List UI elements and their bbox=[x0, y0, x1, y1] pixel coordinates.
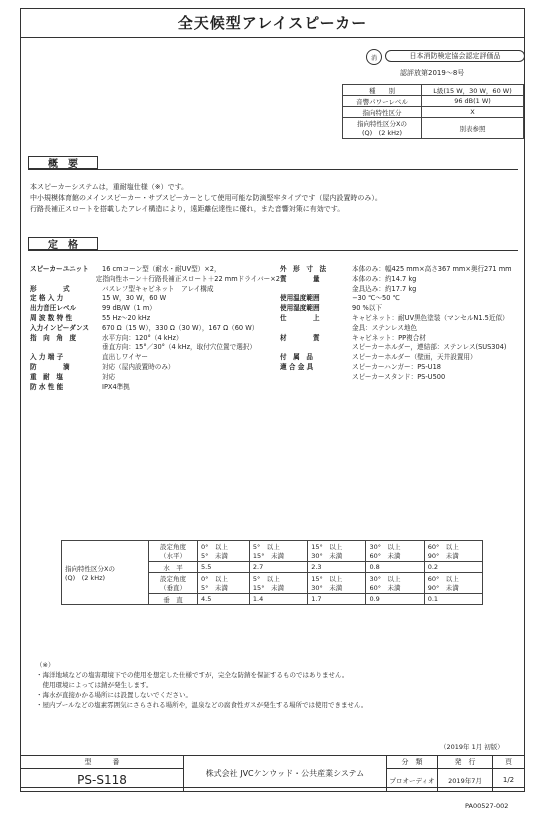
spec-value: スピーカーホルダー（壁面，天井設置用） bbox=[352, 353, 477, 362]
table-cell: 60° 以上 90° 未満 bbox=[424, 573, 482, 594]
spec-key: 周 波 数 特 性 bbox=[30, 313, 73, 322]
spec-row bbox=[30, 324, 280, 334]
table-cell: 指向特性区分 bbox=[343, 107, 422, 118]
spec-row bbox=[280, 343, 520, 353]
table-row bbox=[343, 96, 524, 107]
table-cell: 種 別 bbox=[343, 85, 422, 96]
table-cell: 4.5 bbox=[198, 594, 250, 605]
overview-line: 行路長補正スロートを搭載したアレイ構造により，遠距離伝達性に優れ，また音響対策に有効です。 bbox=[30, 205, 345, 213]
table-cell: X bbox=[422, 107, 524, 118]
spec-value: 15 W，30 W，60 W bbox=[102, 294, 167, 303]
spec-value: 定指向性ホーン＋行路長補正スロート＋22 mmドライバー×2 bbox=[95, 274, 280, 283]
spec-row bbox=[30, 294, 280, 304]
spec-key: 出力音圧レベル bbox=[30, 304, 77, 313]
spec-row bbox=[280, 334, 520, 344]
spec-value: 金具込み：約17.7 kg bbox=[352, 284, 417, 293]
spec-value: 金具：ステンレス地色 bbox=[352, 323, 418, 332]
table-cell: 30° 以上 60° 未満 bbox=[366, 541, 424, 562]
spec-value: 本体のみ：約14.7 kg bbox=[352, 274, 417, 283]
table-cell: 0° 以上 5° 未満 bbox=[198, 541, 250, 562]
spec-value: 16 cmコーン型（耐水・耐UV型）×2， bbox=[102, 265, 221, 273]
note-line: ・海水が直接かかる場所には設置しないでください。 bbox=[36, 691, 192, 699]
table-cell: 指向特性区分Xの (Q) (2 kHz) bbox=[343, 118, 422, 139]
spec-key bbox=[30, 275, 96, 285]
notes-mark: （※） bbox=[36, 661, 55, 669]
table-cell: 設定角度 （水平） bbox=[149, 541, 198, 562]
table-cell: 5.5 bbox=[198, 562, 250, 573]
spec-key: 定 格 入 力 bbox=[30, 294, 64, 303]
spec-row bbox=[30, 334, 280, 344]
divider bbox=[28, 250, 518, 251]
spec-key: 外 形 寸 法 bbox=[280, 265, 327, 273]
spec-key: 質 量 bbox=[280, 274, 320, 283]
spec-key: 防 滴 bbox=[30, 362, 70, 371]
note-line: ・海洋地域などの塩害環境下での使用を想定した仕様ですが，完全な防錆を保証するものではありません。 bbox=[36, 671, 349, 679]
spec-key: 仕 上 bbox=[280, 313, 320, 322]
page-number: 1/2 bbox=[493, 769, 525, 792]
table-row bbox=[343, 118, 524, 139]
spec-value: 対応（屋内設置時のみ） bbox=[102, 362, 175, 371]
rating-summary-table bbox=[342, 84, 524, 139]
table-cell: 2.7 bbox=[249, 562, 307, 573]
spec-row bbox=[280, 294, 520, 304]
table-cell: 0° 以上 5° 未満 bbox=[198, 573, 250, 594]
spec-key bbox=[280, 373, 352, 383]
table-row bbox=[343, 107, 524, 118]
spec-value: スピーカーホルダー，連結部：ステンレス(SUS304) bbox=[352, 343, 507, 352]
spec-value: 垂直方向：15°／30°（4 kHz，取付穴位置で選択） bbox=[102, 343, 256, 352]
footer-header-model: 型 番 bbox=[21, 756, 184, 769]
table-cell: 水 平 bbox=[149, 562, 198, 573]
spec-value: キャビネット：耐UV黒色塗装（マンセルN1.5近似） bbox=[352, 313, 509, 322]
category-value: プロオーディオ bbox=[387, 769, 438, 792]
table-cell: 設定角度 （垂直） bbox=[149, 573, 198, 594]
spec-value: スピーカーハンガー：PS-U18 bbox=[352, 362, 441, 371]
table-cell: 0.9 bbox=[366, 594, 424, 605]
spec-row bbox=[30, 343, 280, 353]
table-cell: 60° 以上 90° 未満 bbox=[424, 541, 482, 562]
spec-row bbox=[280, 363, 520, 373]
spec-row bbox=[280, 285, 520, 295]
divider bbox=[28, 169, 518, 170]
spec-key: スピーカーユニット bbox=[30, 265, 89, 273]
footer-header-category: 分 類 bbox=[387, 756, 438, 769]
spec-value: IPX4準拠 bbox=[102, 382, 130, 391]
spec-key: 付 属 品 bbox=[280, 353, 313, 362]
spec-key: 材 質 bbox=[280, 333, 320, 342]
certification-label: 日本消防検定協会認定評価品 bbox=[385, 50, 525, 62]
spec-key: 使用湿度範囲 bbox=[280, 304, 320, 313]
spec-row bbox=[280, 275, 520, 285]
spec-row bbox=[30, 285, 280, 295]
spec-value: キャビネット：PP複合材 bbox=[352, 333, 426, 342]
issue-date: 2019年7月 bbox=[438, 769, 493, 792]
certification-seal: 消 bbox=[366, 49, 382, 65]
spec-key: 形 式 bbox=[30, 284, 70, 293]
spec-value: 90 %以下 bbox=[352, 304, 382, 313]
table-cell: 5° 以上 15° 未満 bbox=[249, 573, 307, 594]
certification-number: 認評放第2019～8号 bbox=[400, 69, 465, 77]
table-row bbox=[343, 85, 524, 96]
spec-row bbox=[280, 304, 520, 314]
spec-value: 55 Hz～20 kHz bbox=[102, 313, 151, 322]
spec-row bbox=[30, 383, 280, 393]
spec-row bbox=[30, 265, 280, 275]
table-cell: 15° 以上 30° 未満 bbox=[308, 541, 366, 562]
spec-row bbox=[30, 363, 280, 373]
document-code: PA00527-002 bbox=[465, 802, 509, 810]
footer-header-issue: 発 行 bbox=[438, 756, 493, 769]
table-cell: 0.2 bbox=[424, 562, 482, 573]
spec-row bbox=[30, 275, 280, 285]
table-cell: 音響パワーレベル bbox=[343, 96, 422, 107]
note-line: 使用環境によっては錆が発生します。 bbox=[36, 681, 153, 689]
spec-row bbox=[30, 304, 280, 314]
spec-row bbox=[280, 324, 520, 334]
note-line: ・屋内プールなどの塩素雰囲気にさらされる場所や，温泉などの腐食性ガスが発生する場所では使用できません。 bbox=[36, 701, 368, 709]
company-name: 株式会社 JVCケンウッド・公共産業システム bbox=[184, 756, 387, 792]
spec-key: 指 向 角 度 bbox=[30, 333, 77, 342]
table-row bbox=[21, 756, 525, 769]
table-cell: 別表参照 bbox=[422, 118, 524, 139]
table-cell: 0.1 bbox=[424, 594, 482, 605]
spec-key bbox=[30, 343, 102, 353]
directivity-side-label: 指向特性区分Xの (Q) (2 kHz) bbox=[62, 541, 149, 605]
table-cell: 15° 以上 30° 未満 bbox=[308, 573, 366, 594]
spec-key bbox=[280, 285, 352, 295]
table-cell: 1.4 bbox=[249, 594, 307, 605]
table-cell: 30° 以上 60° 未満 bbox=[366, 573, 424, 594]
spec-value: 水平方向：120°（4 kHz） bbox=[102, 333, 183, 342]
spec-row bbox=[280, 265, 520, 275]
spec-key bbox=[280, 324, 352, 334]
spec-key: 入力インピーダンス bbox=[30, 323, 89, 332]
spec-value: −30 ℃～50 ℃ bbox=[352, 294, 400, 303]
spec-value: 670 Ω（15 W），330 Ω（30 W），167 Ω（60 W） bbox=[102, 323, 259, 332]
spec-key: 適 合 金 具 bbox=[280, 362, 314, 371]
table-cell: 0.8 bbox=[366, 562, 424, 573]
overview-line: 本スピーカーシステムは，重耐塩仕様（※）です。 bbox=[30, 183, 189, 191]
table-row bbox=[62, 541, 483, 562]
spec-row bbox=[30, 373, 280, 383]
spec-row bbox=[30, 353, 280, 363]
edition-label: （2019年 1月 初版） bbox=[440, 743, 504, 751]
spec-list-right bbox=[280, 265, 520, 383]
spec-value: バスレフ型キャビネット アレイ構成 bbox=[102, 284, 214, 293]
specs-heading: 定 格 bbox=[28, 237, 98, 250]
spec-row bbox=[30, 314, 280, 324]
table-cell: 96 dB(1 W) bbox=[422, 96, 524, 107]
spec-key bbox=[280, 343, 352, 353]
footer-header-page: 頁 bbox=[493, 756, 525, 769]
spec-key: 使用温度範囲 bbox=[280, 294, 320, 303]
spec-row bbox=[280, 353, 520, 363]
spec-value: スピーカースタンド：PS-U500 bbox=[352, 372, 446, 381]
spec-row bbox=[280, 373, 520, 383]
spec-value: 99 dB/W（1 m） bbox=[102, 304, 156, 313]
spec-list-left bbox=[30, 265, 280, 392]
spec-key: 重 耐 塩 bbox=[30, 372, 63, 381]
table-cell: 2.3 bbox=[308, 562, 366, 573]
spec-value: 対応 bbox=[102, 372, 116, 381]
spec-row bbox=[280, 314, 520, 324]
table-cell: 5° 以上 15° 未満 bbox=[249, 541, 307, 562]
footer-table bbox=[20, 755, 525, 792]
overview-heading: 概 要 bbox=[28, 156, 98, 169]
table-cell: 1.7 bbox=[308, 594, 366, 605]
overview-line: 中小規模体育館のメインスピーカー・サブスピーカーとして使用可能な防滴堅牢タイプです（屋内設置時のみ）。 bbox=[30, 194, 382, 202]
spec-value: 本体のみ：幅425 mm×高さ367 mm×奥行271 mm bbox=[352, 265, 512, 273]
model-number: PS-S118 bbox=[21, 769, 184, 792]
spec-key: 防 水 性 能 bbox=[30, 382, 64, 391]
table-cell: 垂 直 bbox=[149, 594, 198, 605]
spec-key: 入 力 端 子 bbox=[30, 353, 64, 362]
table-cell: L級(15 W，30 W，60 W) bbox=[422, 85, 524, 96]
directivity-table bbox=[61, 540, 483, 605]
page-title: 全天候型アレイスピーカー bbox=[20, 8, 525, 38]
spec-value: 直出しワイヤー bbox=[102, 353, 148, 362]
